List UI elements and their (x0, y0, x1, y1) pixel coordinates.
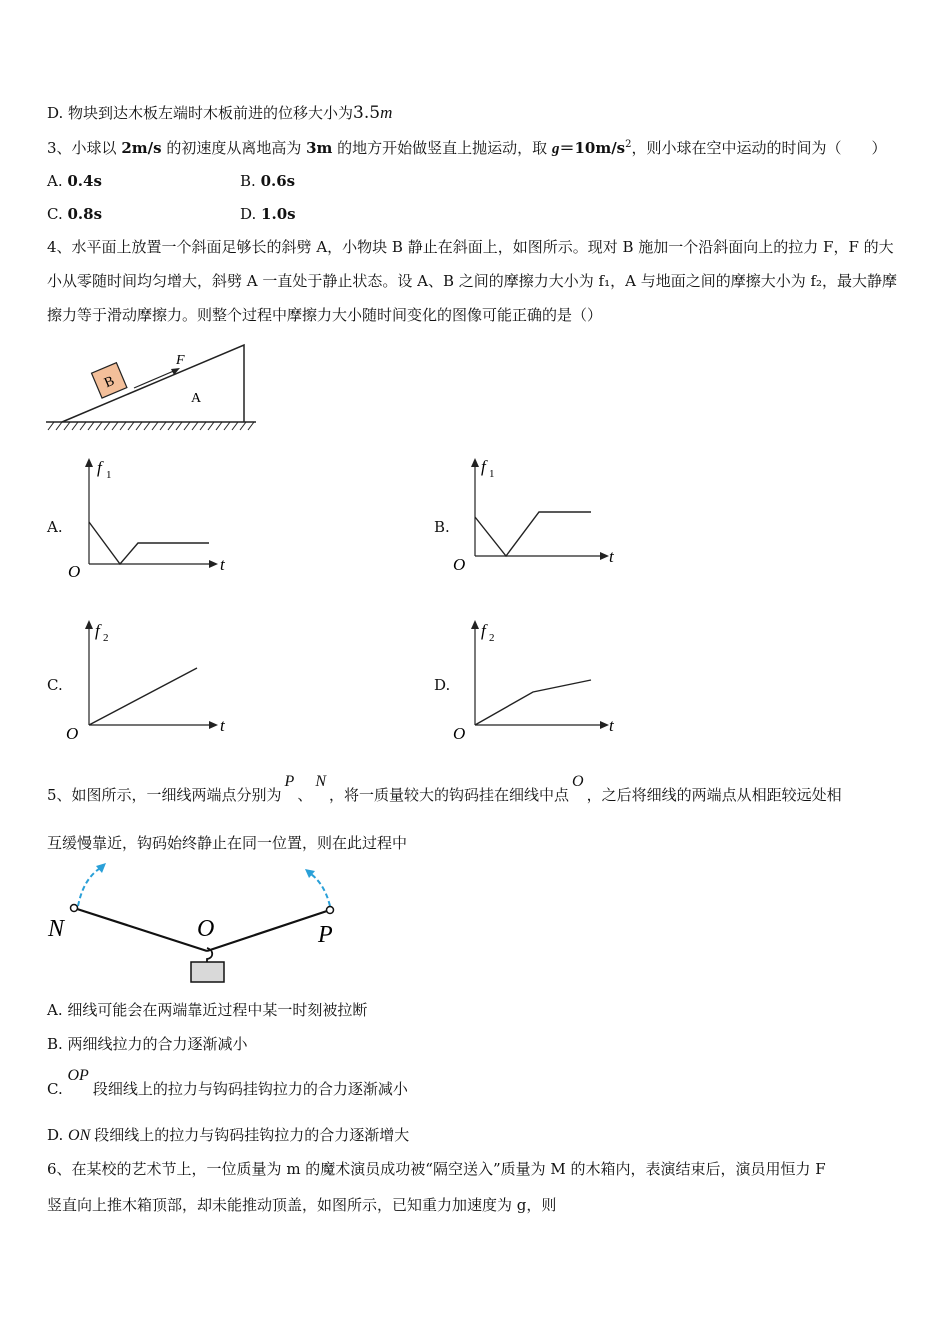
q4-option-c-label[interactable]: C. (47, 676, 63, 694)
q5-sep: 、 (297, 786, 313, 804)
graph-c-xlabel: t (220, 716, 225, 735)
graph-b-ylabel: f (481, 457, 486, 476)
q3-stem-b: 的初速度从离地高为 (161, 139, 307, 157)
graph-d-curve (475, 680, 591, 725)
q3-v0: 2m/s (121, 139, 162, 157)
q5-option-c-text: 段细线上的拉力与钩码挂钩拉力的合力逐渐减小 (92, 1080, 408, 1098)
q5-stem-line1 (47, 770, 842, 814)
string-on (74, 908, 207, 951)
q6-line1: 6、在某校的艺术节上，一位质量为 m 的魔术演员成功被“隔空送入”质量为 M 的木箱内，表演结束后，演员用恒力 F (47, 1160, 826, 1178)
q5-stem-line2: 互缓慢靠近，钩码始终静止在同一位置，则在此过程中 (47, 834, 408, 852)
graph-b-origin: O (453, 555, 466, 574)
q5-p: P (284, 773, 295, 790)
q4-graph-a (62, 452, 237, 582)
q4-option-d-label[interactable]: D. (434, 676, 451, 694)
endpoint-n (71, 905, 78, 912)
q5-stem-a: 5、如图所示，一细线两端点分别为 (47, 786, 282, 804)
q3-option-c (47, 205, 102, 223)
q5-option-c-key: C. (47, 1080, 68, 1098)
graph-b-ysub: 1 (489, 468, 495, 480)
graph-a-ysub: 1 (106, 469, 112, 481)
q2-option-d-unit: m (380, 103, 393, 122)
weight (191, 962, 224, 982)
q5-option-c-seg: OP (67, 1067, 89, 1084)
block-b (92, 363, 127, 398)
q4-graph-c (62, 614, 237, 744)
endpoint-p (327, 907, 334, 914)
q3-g-value: ＝10m/s (559, 139, 626, 157)
q3-option-d (240, 205, 296, 223)
right-motion-arrow (308, 872, 330, 906)
q5-option-d-text: 段细线上的拉力与钩码挂钩拉力的合力逐渐增大 (94, 1126, 410, 1144)
q3-option-c-value: 0.8s (67, 205, 103, 223)
q3-option-d-key: D. (240, 205, 262, 223)
q5-o: O (572, 773, 584, 790)
graph-a-ylabel: f (97, 458, 102, 477)
q5-option-d-key: D. (47, 1126, 69, 1144)
q3-option-a-value: 0.4s (67, 172, 102, 190)
q3-g-exponent: 2 (625, 139, 632, 150)
q3-option-a (47, 172, 102, 190)
q3-option-b-key: B. (240, 172, 261, 190)
q3-stem-c: 的地方开始做竖直上抛运动，取 (332, 139, 552, 157)
label-n: N (48, 916, 65, 942)
q5-option-a[interactable]: A. 细线可能会在两端靠近过程中某一时刻被拉断 (47, 1001, 368, 1019)
q4-graph-d (451, 614, 626, 744)
q3-option-b-value: 0.6s (260, 172, 296, 190)
q3-stem (47, 137, 887, 158)
force-label: F (176, 353, 185, 368)
q3-option-d-value: 1.0s (261, 205, 296, 223)
q5-option-d-seg: ON (68, 1127, 91, 1144)
q4-option-b-label[interactable]: B. (434, 518, 450, 536)
q3-option-b (240, 172, 295, 190)
q4-incline-figure (44, 342, 259, 437)
q3-option-a-key: A. (47, 172, 68, 190)
q2-option-d-text: D. 物块到达木板左端时木板前进的位移大小为 (47, 104, 354, 122)
q5-n: N (315, 773, 327, 790)
left-motion-arrowhead (96, 863, 106, 873)
graph-c-ylabel: f (95, 621, 100, 640)
q3-option-c-key: C. (47, 205, 68, 223)
label-p: P (318, 922, 333, 948)
q5-option-d[interactable] (47, 1124, 409, 1145)
ground-hatching (48, 422, 254, 430)
q5-stem-c: ，之后将细线的两端点从相距较远处相 (586, 786, 842, 804)
graph-b-xlabel: t (609, 547, 614, 566)
q5-figure (44, 860, 354, 985)
q3-stem-a: 3、小球以 (47, 139, 122, 157)
wedge-a (62, 345, 244, 422)
graph-a-curve (89, 522, 209, 564)
graph-c-origin: O (66, 724, 79, 743)
q4-option-a-label[interactable]: A. (47, 518, 63, 536)
q5-option-c[interactable] (47, 1064, 408, 1104)
left-motion-arrow (78, 866, 104, 906)
graph-d-ysub: 2 (489, 632, 495, 644)
q3-stem-d: ，则小球在空中运动的时间为（ ） (631, 139, 887, 157)
graph-a-origin: O (68, 562, 81, 581)
graph-d-xlabel: t (609, 716, 614, 735)
q3-h: 3m (306, 139, 333, 157)
graph-d-origin: O (453, 724, 466, 743)
string-op (207, 910, 330, 951)
block-b-label: B (102, 373, 117, 392)
graph-c-ysub: 2 (103, 632, 109, 644)
q3-g-symbol: g (551, 141, 560, 157)
q2-option-d (47, 102, 392, 123)
q5-stem-b: ，将一质量较大的钩码挂在细线中点 (329, 786, 570, 804)
label-o: O (197, 916, 215, 942)
graph-d-ylabel: f (481, 621, 486, 640)
q4-graph-b (451, 452, 626, 582)
q4-stem: 4、水平面上放置一个斜面足够长的斜劈 A，小物块 B 静止在斜面上，如图所示。现对 B 施加一个沿斜面向上的拉力 F，F 的大小从零随时间均匀增大，斜劈 A 一直处于静止状态。设 A、B 之间的摩擦力大小为 f₁，A 与地面之间的摩擦大小为 f₂，最大静摩擦力等于滑动摩擦力。则整个过程中摩擦力大小随时间变化的图像可能正确的是（） (47, 238, 898, 324)
graph-c-curve (89, 668, 197, 725)
force-arrow-shaft (134, 370, 176, 388)
q2-option-d-value: 3.5 (353, 103, 381, 123)
graph-a-xlabel: t (220, 555, 225, 574)
q5-option-b[interactable]: B. 两细线拉力的合力逐渐减小 (47, 1035, 248, 1053)
q6-line2: 竖直向上推木箱顶部，却未能推动顶盖，如图所示，已知重力加速度为 g，则 (47, 1196, 557, 1214)
wedge-a-label: A (191, 391, 202, 406)
graph-b-curve (475, 512, 591, 556)
